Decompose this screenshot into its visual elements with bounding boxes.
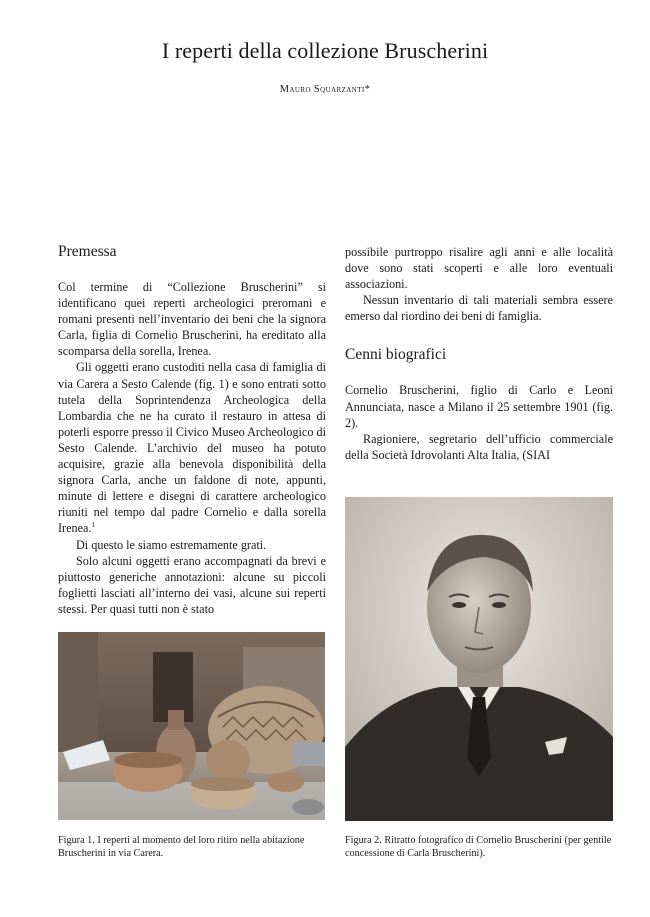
paragraph: Solo alcuni oggetti erano accompagnati da brevi e piuttosto generiche annotazioni: alcune su piccoli foglietti lasciati all’interno dei vasi, alcune sui reperti stessi. Per quasi tutti non è stato	[58, 553, 326, 616]
paragraph: Di questo le siamo estremamente grati.	[76, 537, 267, 552]
paragraph-text: Gli oggetti erano custoditi nella casa di famiglia di via Carera a Sesto Calende (fig. 1) e sono entrati sotto tutela della Soprintendenza Archeologica della Lombardia che ne ha curato il restauro in attesa di poterli esporre presso il Civico Museo Archeologico di Sesto Calende. L’archivio del museo ha potuto acquisire, grazie alla benevola disponibilità della signora Carla, anche un faldone di note, appunti, minute di lettere e disegni di carattere archeologico riuniti nel tempo dal padre Cornelio e dalla sorella Irenea.	[58, 360, 326, 536]
figure-1-caption: Figura 1. I reperti al momento del loro ritiro nella abitazione Bruscherini in via Carera.	[58, 835, 305, 860]
figure-2-portrait	[345, 497, 613, 821]
left-column	[58, 242, 326, 617]
figure-2-caption: Figura 2. Ritratto fotografico di Cornelio Bruscherini (per gentile concessione di Carla Bruscherini).	[345, 835, 612, 860]
paragraph	[58, 359, 326, 536]
author-name	[0, 84, 650, 95]
paragraph: Ragioniere, segretario dell’ufficio commerciale della Società Idrovolanti Alta Italia, (SIAI	[345, 431, 613, 462]
right-column	[345, 244, 613, 463]
section-heading-cenni-biografici: Cenni biografici	[345, 346, 447, 364]
paragraph: Cornelio Bruscherini, figlio di Carlo e Leoni Annunciata, nasce a Milano il 25 settembre 1901 (fig. 2).	[345, 383, 613, 430]
paragraph: Col termine di “Collezione Bruscherini” si identificano quei reperti archeologici preromani e romani presenti nell’inventario dei beni che la signora Carla, figlia di Cornelio Bruscherini, ha ereditato alla scomparsa della sorella, Irenea.	[58, 280, 326, 359]
section-heading-premessa: Premessa	[58, 243, 117, 260]
paragraph: possibile purtroppo risalire agli anni e alle località dove sono stati scoperti e alle loro eventuali associazioni.	[345, 245, 613, 292]
portrait-illustration	[345, 497, 613, 821]
author-text: Mauro Squarzanti*	[279, 84, 371, 95]
artifacts-photo-illustration	[58, 632, 325, 820]
paper-title: I reperti della collezione Bruscherini	[161, 38, 489, 63]
footnote-marker: 1	[91, 521, 95, 530]
paragraph: Nessun inventario di tali materiali sembra essere emerso dal riordino dei beni di famiglia.	[345, 293, 613, 324]
figure-1-photo	[58, 632, 325, 820]
